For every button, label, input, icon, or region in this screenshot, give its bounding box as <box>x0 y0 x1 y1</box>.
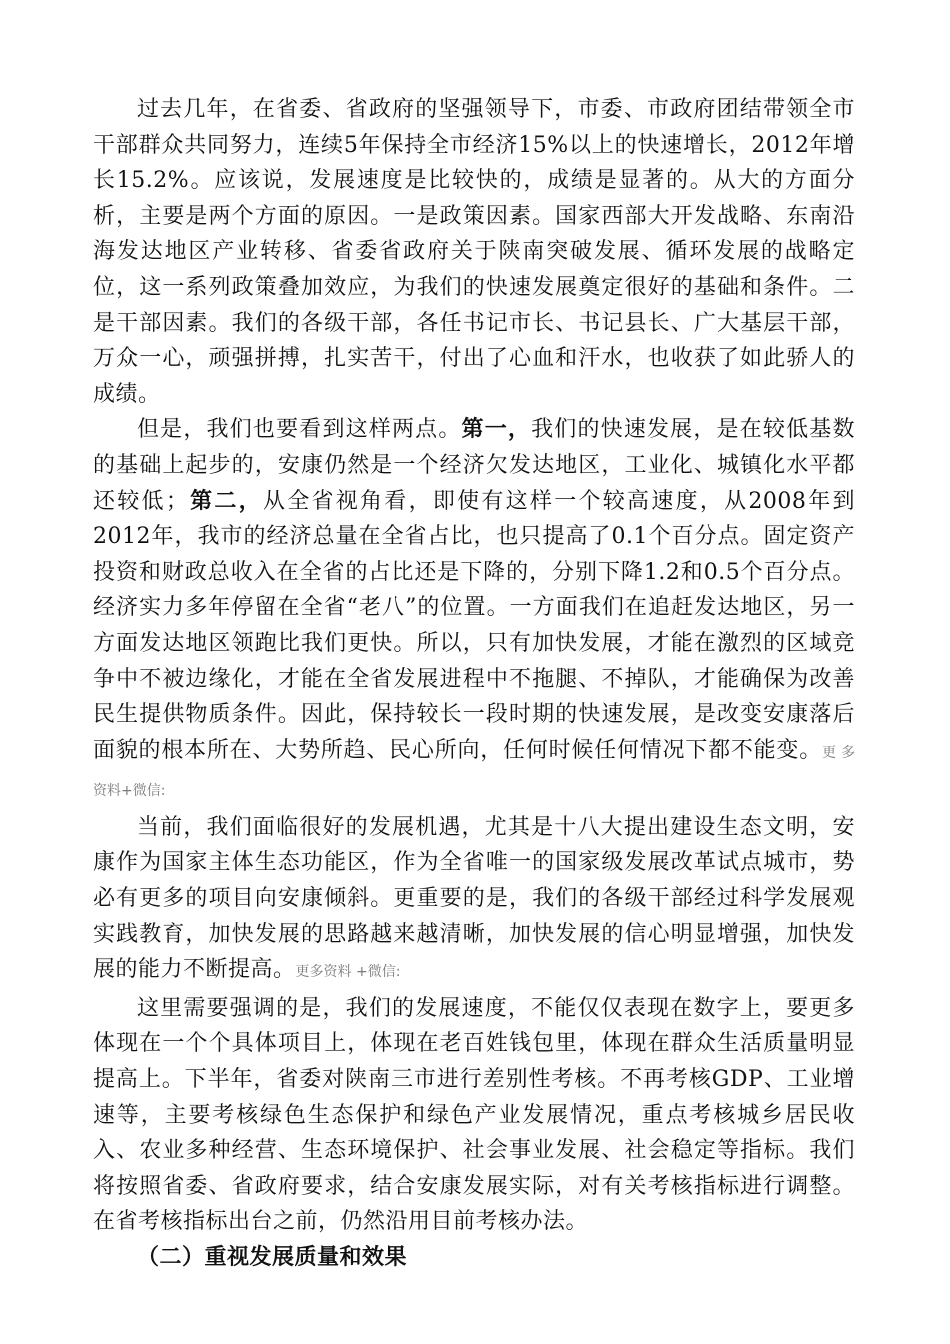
paragraph-text: 但是，我们也要看到这样两点。 <box>137 417 462 443</box>
watermark-note: 更 多资料+微信: <box>93 744 855 800</box>
watermark-note: 更多资料 +微信: <box>295 964 401 981</box>
paragraph-opportunity <box>93 810 855 991</box>
point-two-label: 第二， <box>188 487 263 514</box>
paragraph-past-growth <box>93 92 855 412</box>
paragraph-two-points <box>93 412 855 810</box>
section-heading: （二）重视发展质量和效果 <box>137 1244 408 1270</box>
paragraph-text: 过去几年，在省委、省政府的坚强领导下，市委、市政府团结带领全市干部群众共同努力，连续5年保持全市经济15%以上的快速增长，2012年增长15.2%。应该说，发展速度是比较快的，成绩是显著的。从大的方面分析，主要是两个方面的原因。一是政策因素。国家西部大开发战略、东南沿海发达地区产业转移、省委省政府关于陕南突破发展、循环发展的战略定位，这一系列政策叠加效应，为我们的快速发展奠定很好的基础和条件。二是干部因素。我们的各级干部，各任书记市长、书记县长、广大基层干部，万众一心，顽强拼搏，扎实苦干，付出了心血和汗水，也收获了如此骄人的成绩。 <box>93 97 855 407</box>
paragraph-assessment <box>93 991 855 1240</box>
paragraph-text: 从全省视角看，即使有这样一个较高速度，从2008年到2012年，我市的经济总量在全省占比，也只提高了0.1个百分点。固定资产投资和财政总收入在全省的占比还是下降的，分别下降1.2和0.5个百分点。经济实力多年停留在全省“老八”的位置。一方面我们在追赶发达地区，另一方面发达地区领跑比我们更快。所以，只有加快发展，才能在激烈的区域竞争中不被边缘化，才能在全省发展进程中不拖腿、不掉队，才能确保为改善民生提供物质条件。因此，保持较长一段时期的快速发展，是改变安康落后面貌的根本所在、大势所趋、民心所向，任何时候任何情况下都不能变。 <box>93 488 855 763</box>
paragraph-text: 我们的快速发展，是在较低基数的基础上起步的，安康仍然是一个经济欠发达地区，工业化、城镇化水平都还较低； <box>93 417 855 514</box>
paragraph-text: 这里需要强调的是，我们的发展速度，不能仅仅表现在数字上，要更多体现在一个个具体项目上，体现在老百姓钱包里，体现在群众生活质量明显提高上。下半年，省委对陕南三市进行差别性考核。不再考核GDP、工业增速等，主要考核绿色生态保护和绿色产业发展情况，重点考核城乡居民收入、农业多种经营、生态环境保护、社会事业发展、社会稳定等指标。我们将按照省委、省政府要求，结合安康发展实际，对有关考核指标进行调整。在省考核指标出台之前，仍然沿用目前考核办法。 <box>93 995 855 1235</box>
document-body <box>93 92 855 1276</box>
point-one-label: 第一， <box>461 416 532 443</box>
paragraph-text: 当前，我们面临很好的发展机遇，尤其是十八大提出建设生态文明，安康作为国家主体生态功能区，作为全省唯一的国家级发展改革试点城市，势必有更多的项目向安康倾斜。更重要的是，我们的各级干部经过科学发展观实践教育，加快发展的思路越来越清晰，加快发展的信心明显增强，加快发展的能力不断提高。 <box>93 814 855 983</box>
